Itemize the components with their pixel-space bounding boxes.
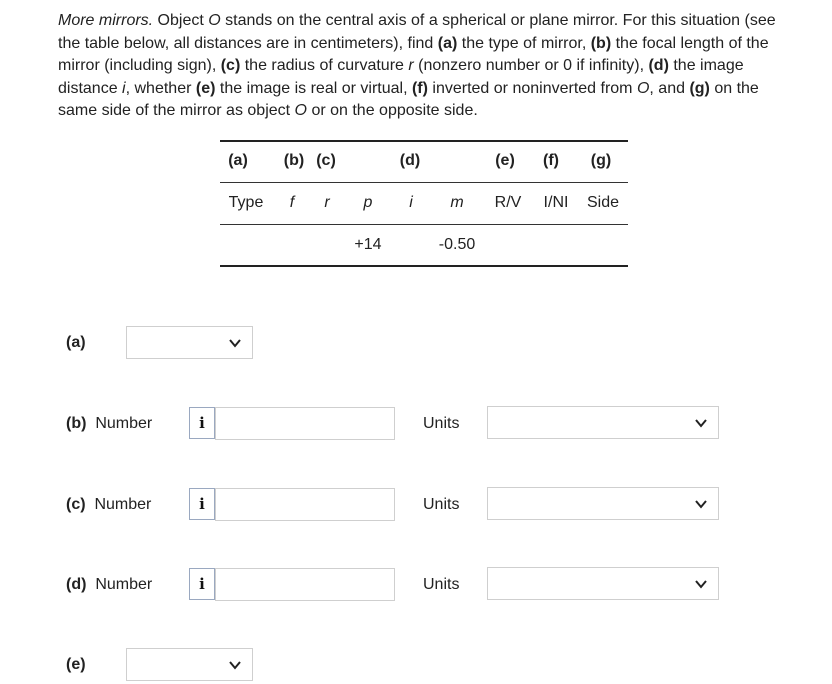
chevron-down-icon — [694, 577, 708, 591]
problem-text: Object — [153, 12, 209, 29]
col-header-ini: I/NI — [543, 194, 569, 211]
part-b-tag: (b) — [66, 415, 87, 432]
radius-units-select[interactable] — [487, 487, 719, 520]
units-label: Units — [423, 415, 460, 432]
part-header-d: (d) — [399, 152, 421, 169]
col-header-p: p — [363, 194, 373, 211]
problem-text: i — [122, 79, 126, 97]
info-icon[interactable]: i — [189, 407, 215, 439]
problem-text: or on the opposite side. — [307, 102, 478, 119]
problem-text: O — [636, 79, 650, 97]
problem-text: the radius of curvature — [240, 57, 409, 74]
table-mid-rule — [220, 224, 628, 225]
col-header-m: m — [450, 194, 464, 211]
chevron-down-icon — [228, 658, 242, 672]
problem-text: stands on the central axis of a spherical or plane mirror. For this situation (see the table below, all distances are in centimeters), find — [58, 12, 776, 52]
problem-text: the focal length of the mirror (including sign), — [58, 34, 769, 74]
part-c-tag: (c) — [66, 496, 86, 513]
chevron-down-icon — [228, 336, 242, 350]
problem-text: O — [294, 102, 307, 119]
part-d-label — [66, 576, 152, 594]
number-label: Number — [94, 496, 152, 513]
problem-text: the image is real or virtual, — [215, 79, 412, 97]
number-label: Number — [95, 576, 153, 593]
col-header-f: f — [289, 194, 295, 211]
table-header-rule — [220, 182, 628, 183]
problem-text: the image distance — [58, 57, 744, 97]
col-header-type: Type — [228, 194, 264, 211]
number-label: Number — [95, 415, 153, 432]
col-header-r: r — [324, 194, 330, 211]
part-header-b: (b) — [283, 152, 305, 169]
table-bottom-rule — [220, 265, 628, 267]
problem-text: O — [208, 12, 221, 29]
col-header-rv: R/V — [494, 194, 522, 211]
problem-text: (e) — [195, 79, 216, 97]
value-p: +14 — [354, 236, 382, 253]
problem-text: on the same side of the mirror as object — [58, 79, 759, 119]
problem-text: (a) — [437, 34, 458, 52]
problem-text: inverted or noninverted from — [427, 79, 637, 97]
image-distance-input[interactable] — [215, 568, 395, 601]
part-e-label: (e) — [66, 656, 86, 673]
problem-text: (d) — [648, 57, 669, 74]
focal-length-input[interactable] — [215, 407, 395, 440]
problem-text: the type of mirror, — [457, 34, 591, 52]
problem-text: (f) — [411, 79, 428, 97]
part-b-label — [66, 415, 152, 433]
problem-text: (g) — [689, 79, 710, 97]
units-label: Units — [423, 576, 460, 593]
part-header-e: (e) — [495, 152, 515, 169]
part-header-a: (a) — [228, 152, 248, 169]
problem-text: r — [408, 57, 414, 74]
part-d-tag: (d) — [66, 576, 87, 593]
problem-text: , and — [649, 79, 690, 97]
problem-text: (nonzero number or 0 if infinity), — [413, 57, 649, 74]
problem-text: , whether — [125, 79, 196, 97]
part-header-g: (g) — [590, 152, 612, 169]
real-virtual-select[interactable] — [126, 648, 253, 681]
chevron-down-icon — [694, 497, 708, 511]
problem-text: (b) — [590, 34, 612, 52]
part-header-f: (f) — [543, 152, 559, 169]
image-distance-units-select[interactable] — [487, 567, 719, 600]
problem-statement — [58, 10, 798, 123]
chevron-down-icon — [694, 416, 708, 430]
info-icon[interactable]: i — [189, 568, 215, 600]
part-header-c: (c) — [316, 152, 336, 169]
table-top-rule — [220, 140, 628, 142]
info-icon[interactable]: i — [189, 488, 215, 520]
problem-title: More mirrors. — [58, 12, 154, 29]
problem-text: (c) — [220, 57, 241, 74]
radius-input[interactable] — [215, 488, 395, 521]
units-label: Units — [423, 496, 460, 513]
focal-length-units-select[interactable] — [487, 406, 719, 439]
part-c-label — [66, 496, 151, 514]
col-header-side: Side — [586, 194, 620, 211]
value-m: -0.50 — [438, 236, 476, 253]
col-header-i: i — [409, 194, 413, 211]
mirror-type-select[interactable] — [126, 326, 253, 359]
part-a-label: (a) — [66, 334, 86, 351]
